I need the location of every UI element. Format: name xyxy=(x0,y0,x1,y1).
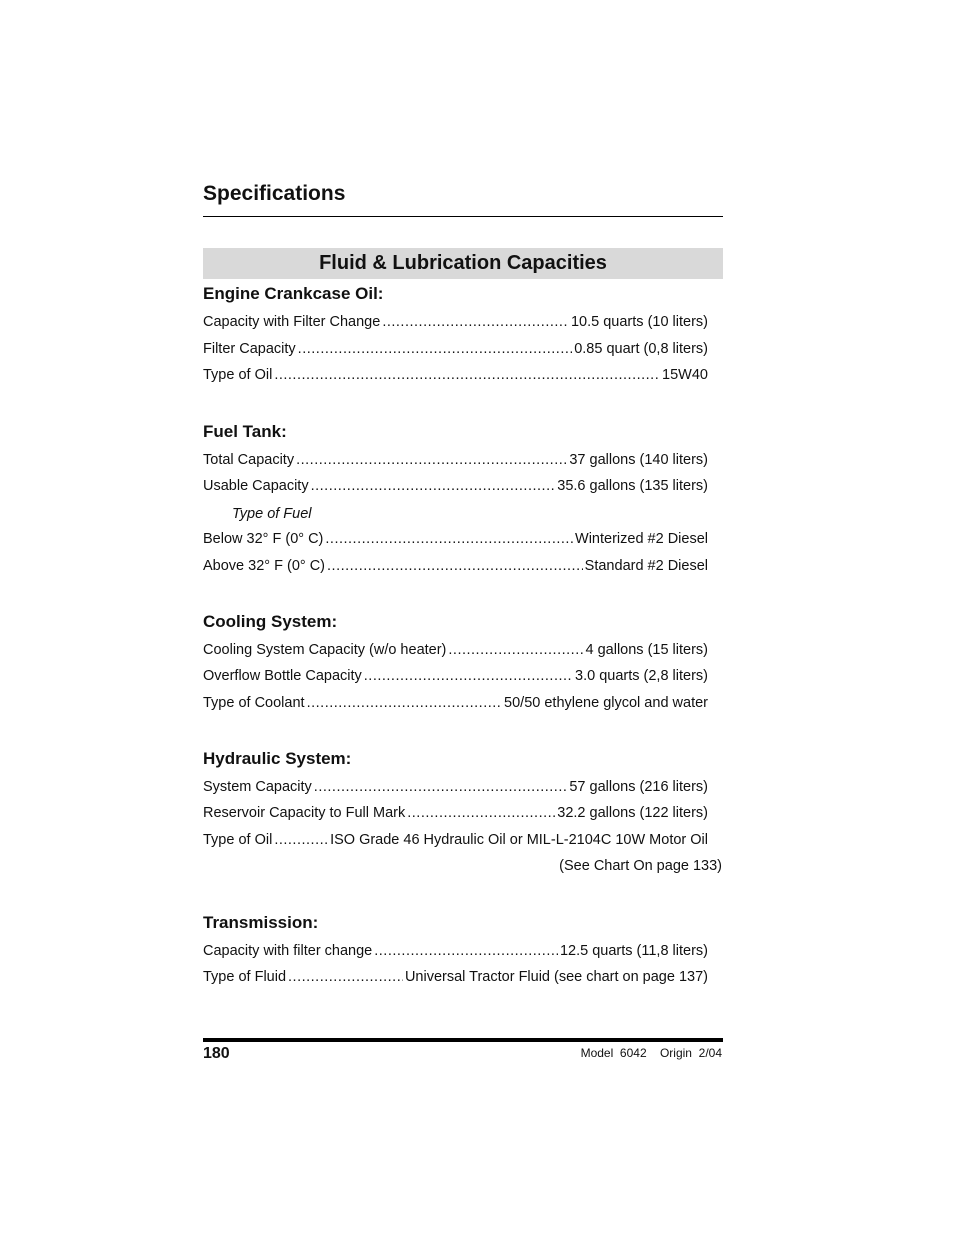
dot-leader xyxy=(274,832,328,848)
spec-row xyxy=(203,478,708,498)
spec-value: 0.85 quart (0,8 liters) xyxy=(574,341,708,357)
spec-label: Type of Oil xyxy=(203,832,273,848)
dot-leader xyxy=(382,314,569,330)
footer-divider xyxy=(203,1038,723,1042)
dot-leader xyxy=(296,452,567,468)
spec-label: Filter Capacity xyxy=(203,341,296,357)
hydraulic-chart-note: (See Chart On page 133) xyxy=(559,858,722,874)
dot-leader xyxy=(325,531,573,547)
spec-value: Winterized #2 Diesel xyxy=(575,531,708,547)
spec-label: Capacity with Filter Change xyxy=(203,314,381,330)
spec-label: Usable Capacity xyxy=(203,478,309,494)
heading-cooling-system: Cooling System: xyxy=(203,612,338,631)
dot-leader xyxy=(448,642,583,658)
dot-leader xyxy=(327,558,583,574)
heading-fuel-tank: Fuel Tank: xyxy=(203,422,287,441)
dot-leader xyxy=(407,805,555,821)
spec-value: Standard #2 Diesel xyxy=(584,558,708,574)
dot-leader xyxy=(374,943,558,959)
dot-leader xyxy=(274,367,660,383)
spec-row xyxy=(203,531,708,551)
spec-row xyxy=(203,668,708,688)
spec-label: Below 32° F (0° C) xyxy=(203,531,324,547)
spec-value: 15W40 xyxy=(662,367,708,383)
spec-value: 32.2 gallons (122 liters) xyxy=(557,805,708,821)
dot-leader xyxy=(288,969,403,985)
spec-row xyxy=(203,779,708,799)
spec-row xyxy=(203,832,708,852)
spec-label: Overflow Bottle Capacity xyxy=(203,668,362,684)
spec-label: Type of Oil xyxy=(203,367,273,383)
heading-transmission: Transmission: xyxy=(203,913,319,932)
spec-label: Reservoir Capacity to Full Mark xyxy=(203,805,406,821)
spec-value: 4 gallons (15 liters) xyxy=(585,642,708,658)
page-number: 180 xyxy=(203,1045,230,1062)
spec-row xyxy=(203,805,708,825)
dot-leader xyxy=(311,478,556,494)
spec-row xyxy=(203,452,708,472)
dot-leader xyxy=(364,668,573,684)
spec-label: System Capacity xyxy=(203,779,312,795)
spec-value: Universal Tractor Fluid (see chart on page 137) xyxy=(404,969,708,985)
spec-value: 10.5 quarts (10 liters) xyxy=(570,314,708,330)
dot-leader xyxy=(314,779,568,795)
spec-value: ISO Grade 46 Hydraulic Oil or MIL-L-2104C 10W Motor Oil xyxy=(330,832,708,848)
title-divider xyxy=(203,216,723,217)
spec-label: Type of Coolant xyxy=(203,695,305,711)
spec-label: Capacity with filter change xyxy=(203,943,373,959)
spec-row xyxy=(203,341,708,361)
spec-value: 35.6 gallons (135 liters) xyxy=(557,478,708,494)
page-title: Specifications xyxy=(203,182,346,205)
spec-label: Above 32° F (0° C) xyxy=(203,558,326,574)
footer-model-origin: Model 6042 Origin 2/04 xyxy=(580,1046,722,1060)
spec-row xyxy=(203,367,708,387)
spec-row xyxy=(203,642,708,662)
spec-row xyxy=(203,695,708,715)
spec-row xyxy=(203,943,708,963)
spec-row xyxy=(203,969,708,989)
spec-label: Total Capacity xyxy=(203,452,295,468)
spec-row xyxy=(203,314,708,334)
spec-value: 3.0 quarts (2,8 liters) xyxy=(575,668,708,684)
type-of-fuel-label: Type of Fuel xyxy=(232,506,312,522)
spec-value: 50/50 ethylene glycol and water xyxy=(504,695,708,711)
heading-engine-crankcase-oil: Engine Crankcase Oil: xyxy=(203,284,384,303)
spec-label: Cooling System Capacity (w/o heater) xyxy=(203,642,447,658)
section-banner: Fluid & Lubrication Capacities xyxy=(203,248,723,279)
spec-value: 12.5 quarts (11,8 liters) xyxy=(559,943,708,959)
spec-row xyxy=(203,558,708,578)
spec-value: 37 gallons (140 liters) xyxy=(569,452,708,468)
dot-leader xyxy=(298,341,573,357)
spec-label: Type of Fluid xyxy=(203,969,287,985)
spec-value: 57 gallons (216 liters) xyxy=(569,779,708,795)
dot-leader xyxy=(307,695,502,711)
heading-hydraulic-system: Hydraulic System: xyxy=(203,749,352,768)
